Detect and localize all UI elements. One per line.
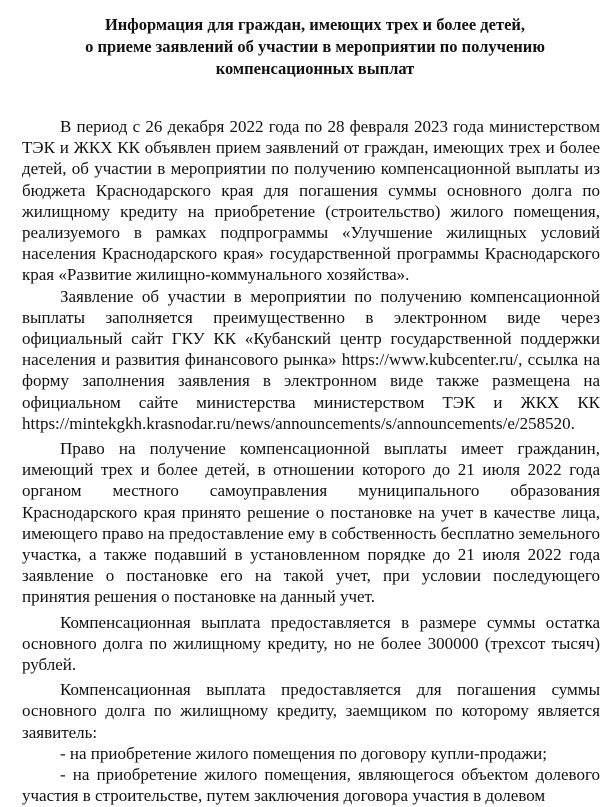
title-line-1: Информация для граждан, имеющих трех и более детей, [104,15,526,34]
paragraph-application-submission: Заявление об участии в мероприятии по получению компенсационной выплаты заполняется преимущественно в электронном виде через официальный сайт ГКУ КК «Кубанский центр государственной поддержки населения и развития финансового рынка» https://www.kubcenter.ru/, ссылка на форму заполнения заявления в электронном виде также размещена на официальном сайте министерства министерством ТЭК и ЖКХ КК https://mintekgkh.krasnodar.ru/news/announcements/s/announcements/e/258520. [22,286,600,433]
paragraph-eligibility: Право на получение компенсационной выплаты имеет гражданин, имеющий трех и более детей, в отношении которого до 21 июля 2022 года органом местного самоуправления муниципального образования Краснодарского края принято решение о постановке на учет в качестве лица, имеющего право на предоставление ему в собственность бесплатно земельного участка, а также подавший в установленном порядке до 21 июля 2022 года заявление о постановке его на такой учет, при условии последующего принятия решения о постановке на данный учет. [22,439,600,607]
title-line-3: компенсационных выплат [215,59,415,78]
list-item: - на приобретение жилого помещения по договору купли-продажи; [60,743,547,763]
list-item: - на приобретение жилого помещения, являющегося объектом долевого участия в строительстве, путем заключения договора участия в долевом [22,765,600,806]
paragraph-payment-purpose: Компенсационная выплата предоставляется для погашения суммы основного долга по жилищному кредиту, заемщиком по которому является заявитель: [22,680,600,742]
paragraph-application-period: В период с 26 декабря 2022 года по 28 февраля 2023 года министерством ТЭК и ЖКХ КК объявлен прием заявлений от граждан, имеющих трех и более детей, об участии в мероприятии по получению компенсационной выплаты из бюджета Краснодарского края для погашения суммы основного долга по жилищному кредиту на приобретение (строительство) жилого помещения, реализуемого в рамках подпрограммы «Улучшение жилищных условий населения Краснодарского края» государственной программы Краснодарского края «Развитие жилищно-коммунального хозяйства». [22,117,600,285]
document-title [22,14,600,80]
title-line-2: о приеме заявлений об участии в мероприятии по получению [85,37,545,56]
document-body [22,116,600,807]
paragraph-payment-amount: Компенсационная выплата предоставляется в размере суммы остатка основного долга по жилищному кредиту, но не более 300000 (трехсот тысяч) рублей. [22,612,600,675]
